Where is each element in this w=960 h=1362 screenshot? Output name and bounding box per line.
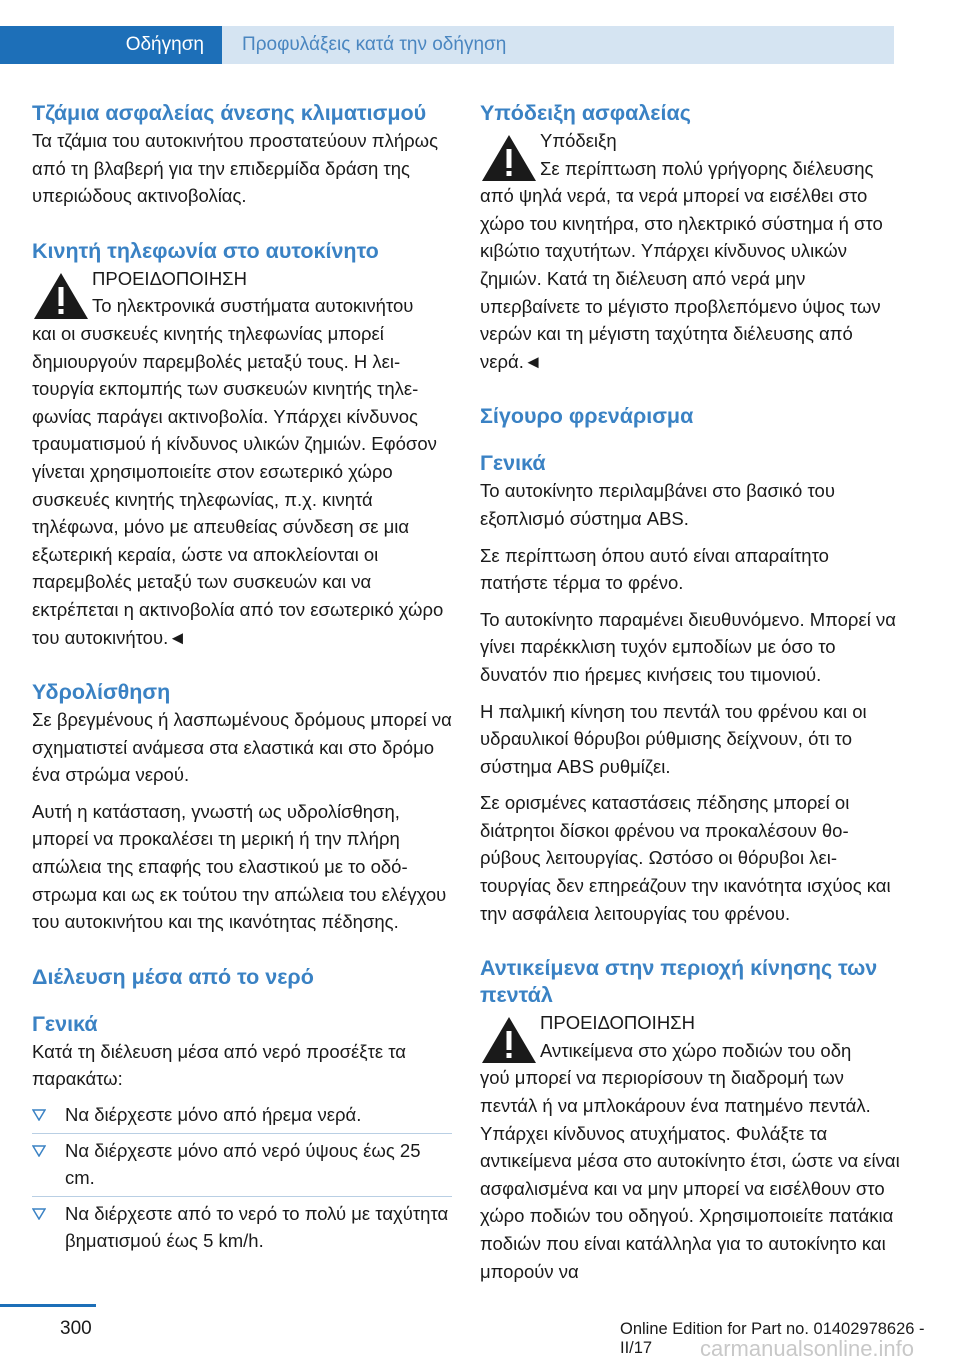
watermark: carmanualsonline.info xyxy=(700,1336,915,1361)
note-text-first: Σε περίπτωση πολύ γρήγορης διέλευσης xyxy=(540,157,874,179)
warning-text-first: Το ηλεκτρονικά συστήματα αυτοκινήτου xyxy=(92,295,414,317)
right-column xyxy=(480,100,900,1285)
paragraph-aquaplaning-2: Αυτή η κατάσταση, γνωστή ως υδρολίσθηση, μπορεί να προκαλέσει τη μερική ή την πλήρη απώλεια της επαφής του ελαστικού με το οδόστρωμα και ως εκ τούτου την απώλεια του ελέγχου του αυτοκινήτου και της ικανότητας πέδησης. xyxy=(32,800,447,933)
bullet-triangle-icon xyxy=(32,1208,46,1220)
section-tab[interactable]: Προφυλάξεις κατά την οδήγηση xyxy=(222,26,894,64)
list-divider xyxy=(32,1196,452,1197)
heading-comfort-glass: Τζάμια ασφαλείας άνεσης κλιματισμού xyxy=(32,101,427,125)
bullet-triangle-icon xyxy=(32,1145,46,1157)
heading-safety-note: Υπόδειξη ασφαλείας xyxy=(480,101,691,125)
note-label: Υπόδειξη xyxy=(540,130,617,151)
paragraph-water-intro: Κατά τη διέλευση μέσα από νερό προσέξτε τα παρακάτω: xyxy=(32,1040,407,1090)
warning-triangle-icon xyxy=(480,1015,538,1065)
list-item-text: Να διέρχεστε από το νερό το πολύ με ταχύτητα βηματισμού έως 5 km/h. xyxy=(65,1202,449,1252)
warning-text-rest: γού μπορεί να περιορίσουν τη διαδρομή των πεντάλ ή να μπλοκάρουν ένα πατημένο πεντάλ. Υπάρχει κίνδυνος ατυχήματος. Φυλάξτε τα αντικείμενα μέσα στο αυτοκίνητο έτσι, ώστε να είναι ασφαλισμένα και να μην μπορεί να εισέλθουν στο χώρο ποδιών του οδηγού. Χρησιμοποιείτε πατάκια ποδιών που είναι κατάλληλα για το αυτοκίνητο και μπορούν να xyxy=(480,1067,900,1282)
paragraph-abs-2: Σε περίπτωση όπου αυτό είναι απαραίτητο πατήστε τέρμα το φρένο. xyxy=(480,544,829,594)
edition-note: Online Edition for Part no. 01402978626 - II/17 xyxy=(620,1320,925,1357)
bullet-triangle-icon xyxy=(32,1109,46,1121)
paragraph-abs-4: Η παλμική κίνηση του πεντάλ του φρένου και οι υδραυλικοί θόρυβοι ρύθμισης δείχνουν, ότι το σύστημα ABS ρυθμίζει. xyxy=(480,700,867,777)
heading-water-crossing: Διέλευση μέσα από το νερό xyxy=(32,964,314,989)
paragraph-abs-1: Το αυτοκίνητο περιλαμβάνει στο βασικό του εξοπλισμό σύστημα ABS. xyxy=(480,480,835,529)
warning-label: ΠΡΟΕΙΔΟΠΟΙΗΣΗ xyxy=(540,1012,695,1034)
list-item-text: Να διέρχεστε μόνο από νερό ύψους έως 25 cm. xyxy=(65,1139,421,1189)
list-item-text: Να διέρχεστε μόνο από ήρεμα νερά. xyxy=(65,1104,362,1126)
warning-label: ΠΡΟΕΙΔΟΠΟΙΗΣΗ xyxy=(92,267,247,289)
list-item xyxy=(32,1200,452,1255)
warning-triangle-icon xyxy=(480,133,538,183)
subheading-general: Γενικά xyxy=(480,451,546,476)
footer-rule xyxy=(0,1304,96,1307)
warning-triangle-icon xyxy=(32,271,90,321)
paragraph-abs-5: Σε ορισμένες καταστάσεις πέδησης μπορεί οι διάτρητοι δίσκοι φρένου να προκαλέσουν θορύβους λειτουργίας. Ωστόσο οι θόρυβοι λειτουργίας δεν επηρεάζουν την ικανότητα ισχύος και την ασφάλεια λειτουργίας του φρένου. xyxy=(480,792,891,924)
subheading-general: Γενικά xyxy=(32,1011,98,1036)
paragraph-abs-3: Το αυτοκίνητο παραμένει διευθυνόμενο. Μπορεί να γίνει παρέκκλιση τυχόν εμποδίων με όσο το δυνατόν πιο ήρεμες κινήσεις του τιμονιού. xyxy=(480,608,896,685)
heading-mobile-phone: Κινητή τηλεφωνία στο αυτοκίνητο xyxy=(32,238,379,263)
list-item xyxy=(32,1137,452,1192)
heading-safe-braking: Σίγουρο φρενάρισμα xyxy=(480,404,694,429)
heading-pedal-objects: Αντικείμενα στην περιοχή κίνησης των πεντάλ xyxy=(480,956,878,1008)
warning-text-rest: και οι συσκευές κινητής τηλεφωνίας μπορεί δημιουργούν παρεμβολές μεταξύ τους. Η λειτουργία εκπομπής των συσκευών κινητής τηλεφωνίας παράγει ακτινοβολία. Υπάρχει κίνδυνος τραυματισμού ή κίνδυνος υλικών ζημιών. Εφόσον γίνεται χρησιμοποιείτε στον εσωτερικό χώρο συσκευές κινητής τηλεφωνίας, π.χ. κινητά τηλέφωνα, μόνο με απευθείας σύνδεση σε μια εξωτερική κεραία, ώστε να αποκλείονται οι παρεμβολές μεταξύ των συσκευών και να εκτρέπεται η ακτινοβολία από τον εσωτερικό χώρο του αυτοκινήτου.◄ xyxy=(32,322,444,648)
list-divider xyxy=(32,1133,452,1134)
chapter-tab[interactable]: Οδήγηση xyxy=(0,26,222,64)
paragraph-aquaplaning-1: Σε βρεγμένους ή λασπωμένους δρόμους μπορεί να σχηματιστεί ανάμεσα στα ελαστικά και στο δρόμο ένα στρώμα νερού. xyxy=(32,709,452,786)
note-text-rest: από ψηλά νερά, τα νερά μπορεί να εισέλθει στο χώρο του κινητήρα, στο ηλεκτρικό σύστημα ή στο κιβώτιο ταχυτήτων. Υπάρχει κίνδυνος υλικών ζημιών. Κατά τη διέλευση από νερά μην υπερβαίνετε το μέγιστο προβλεπόμενο ύψος των νερών και τη μέγιστη ταχύτητα διέλευσης από νερά.◄ xyxy=(480,185,883,372)
page-header xyxy=(0,0,960,64)
list-item xyxy=(32,1101,452,1129)
warning-text-first: Αντικείμενα στο χώρο ποδιών του οδη xyxy=(540,1039,852,1061)
warning-mobile-phone xyxy=(32,265,452,651)
left-column xyxy=(32,100,452,1255)
page-number: 300 xyxy=(60,1318,92,1339)
paragraph-comfort-glass: Τα τζάμια του αυτοκινήτου προστατεύουν πλήρως από τη βλαβερή για την επιδερμίδα δράση της υπεριώδους ακτινοβολίας. xyxy=(32,130,438,207)
note-water-crossing xyxy=(480,127,900,375)
heading-aquaplaning: Υδρολίσθηση xyxy=(32,680,171,705)
warning-pedal-objects xyxy=(480,1009,900,1285)
